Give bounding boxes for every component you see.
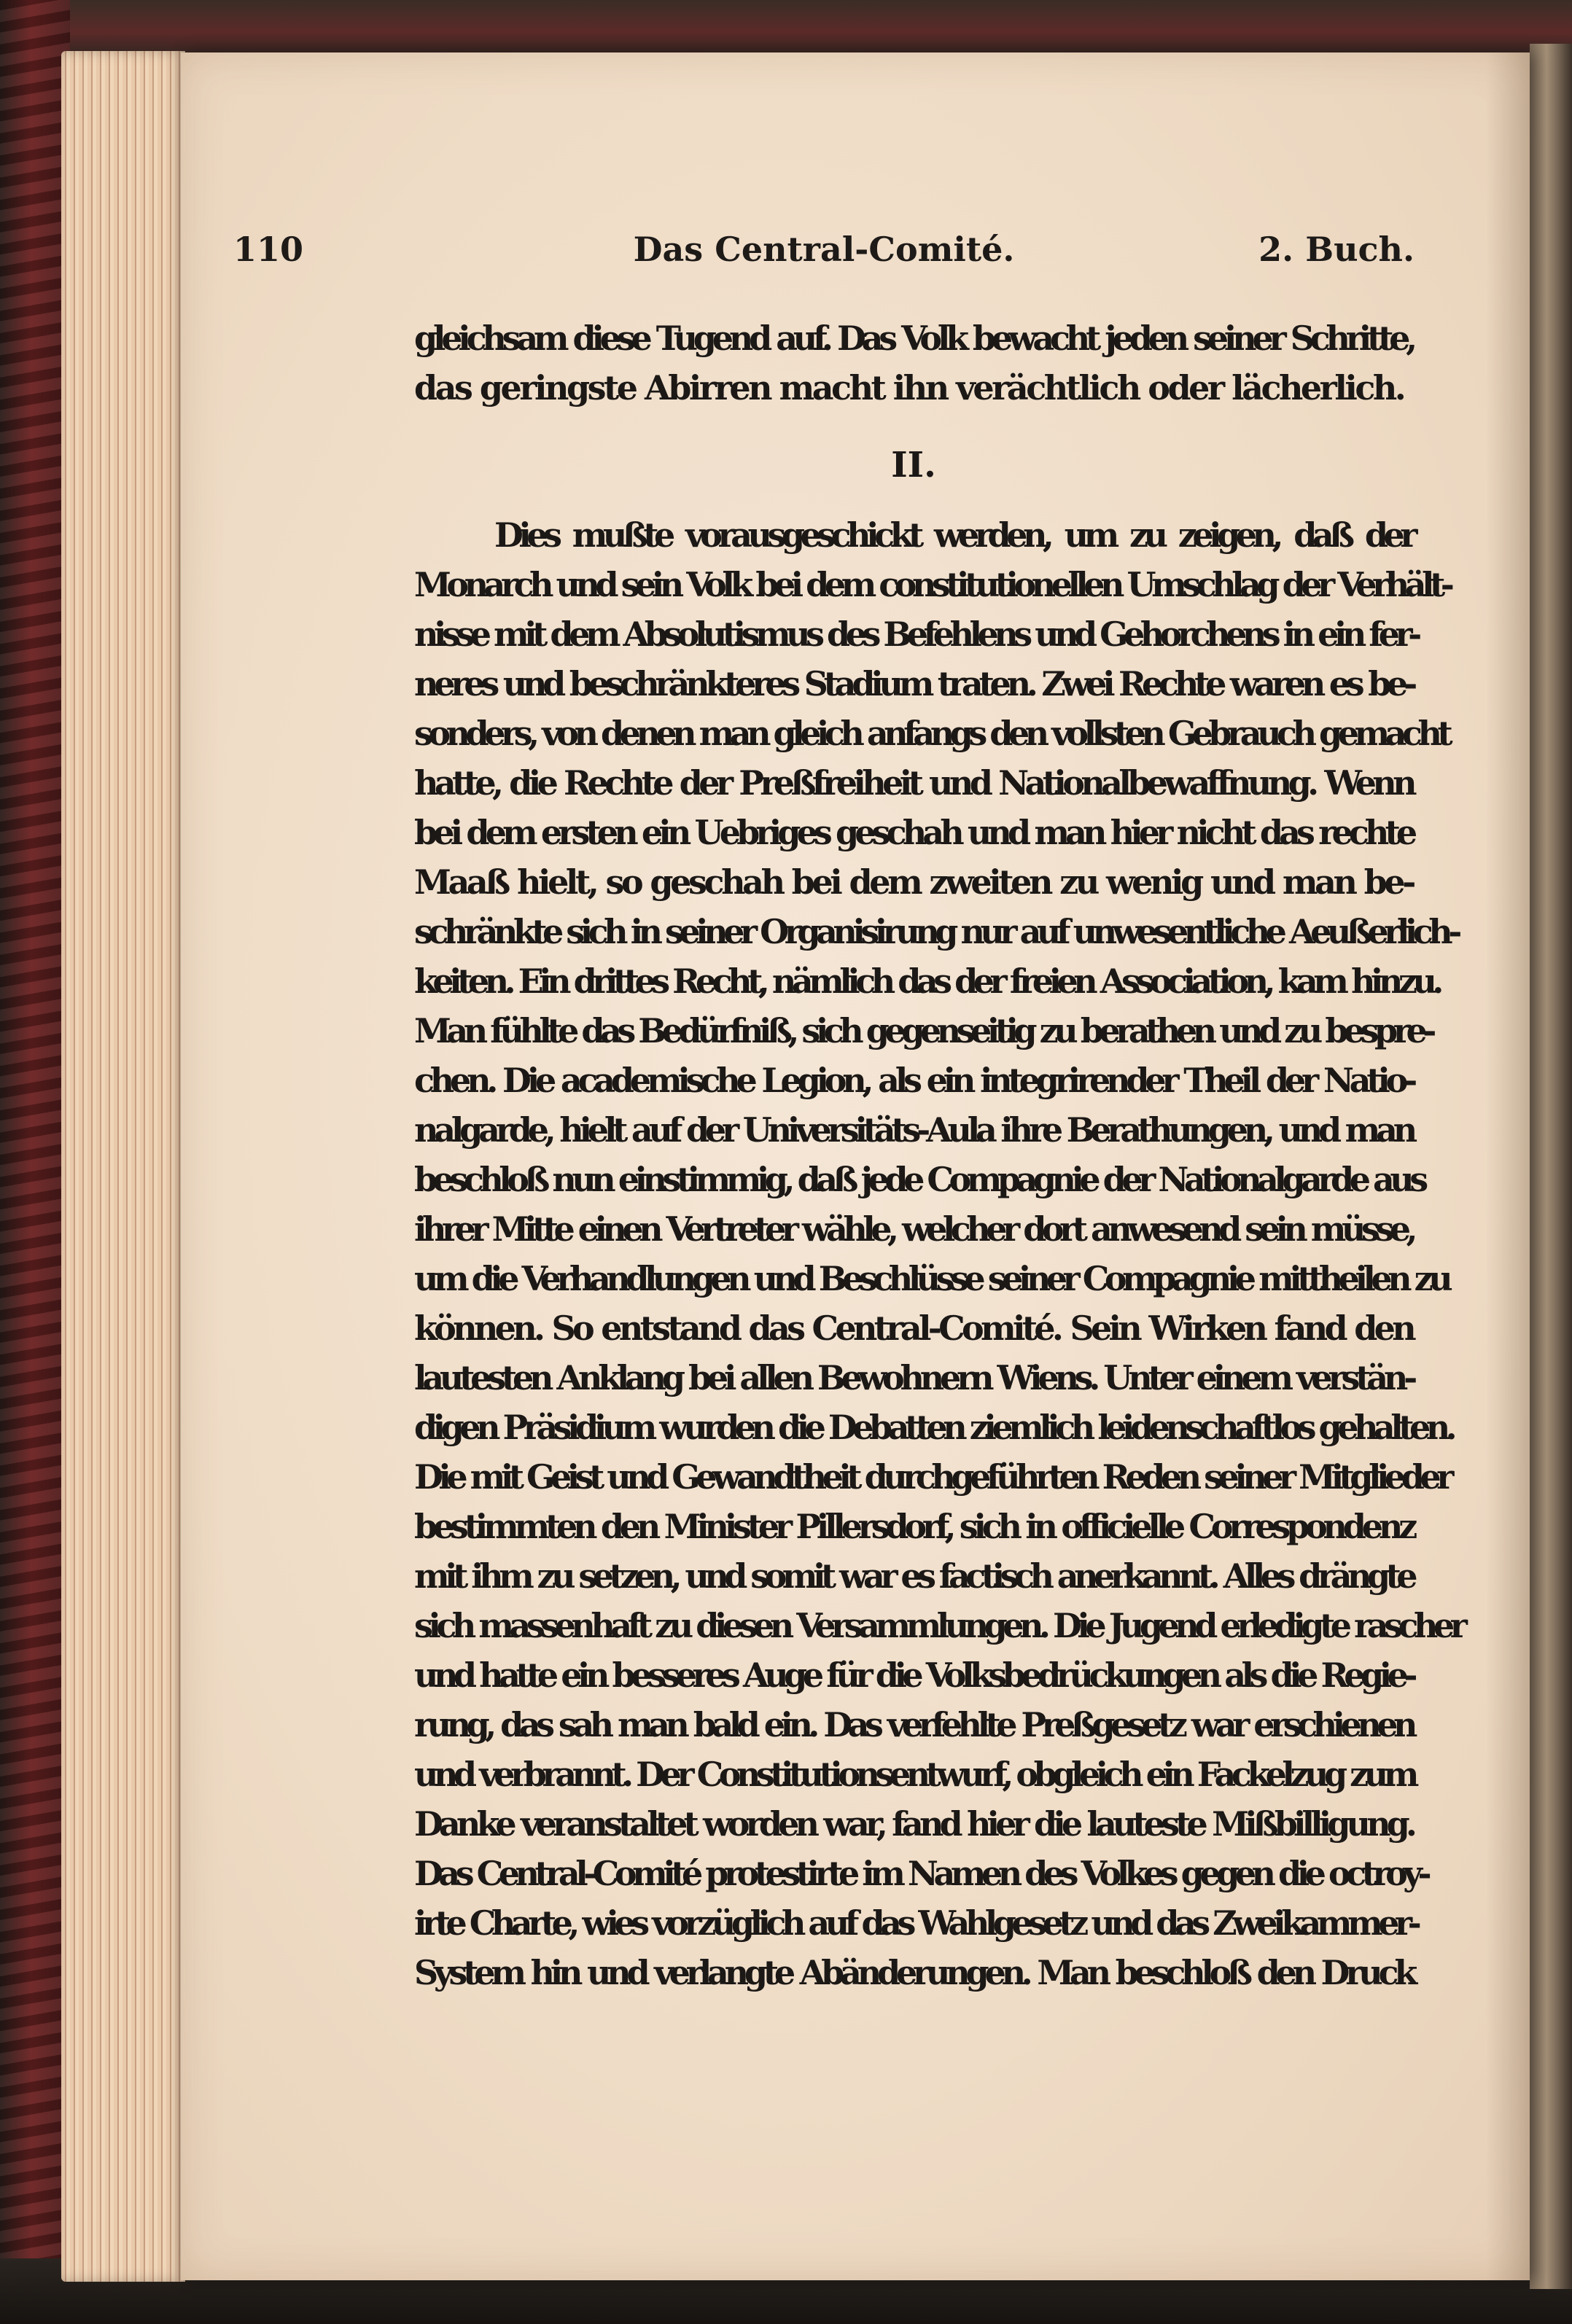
text-line: hatte, die Rechte der Preßfreiheit und Nationalbewaffnung. Wenn (414, 763, 1413, 803)
text-line: Man fühlte das Bedürfniß, sich gegenseitig zu berathen und zu bespre- (414, 1011, 1432, 1050)
text-line: Dies mußte vorausgeschickt werden, um zu zeigen, daß der (494, 515, 1413, 555)
section-heading: II. (891, 445, 936, 486)
text-line: um die Verhandlungen und Beschlüsse seiner Compagnie mittheilen zu (414, 1259, 1449, 1298)
text-line: rung, das sah man bald ein. Das verfehlte Preßgesetz war erschienen (414, 1705, 1413, 1744)
text-line: können. So entstand das Central-Comité. Sein Wirken fand den (414, 1309, 1413, 1348)
text-line: ihrer Mitte einen Vertreter wähle, welcher dort anwesend sein müsse, (414, 1209, 1413, 1249)
page-edges (61, 51, 185, 2282)
text-line: keiten. Ein drittes Recht, nämlich das der freien Association, kam hinzu. (414, 962, 1439, 1001)
text-line: und hatte ein besseres Auge für die Volksbedrückungen als die Regie- (414, 1656, 1413, 1695)
book-reference: 2. Buch. (1258, 230, 1415, 269)
top-paragraph (414, 313, 1413, 413)
text-line: und verbrannt. Der Constitutionsentwurf, obgleich ein Fackelzug zum (414, 1755, 1415, 1794)
running-title: Das Central-Comité. (633, 230, 1015, 269)
text-line: Die mit Geist und Gewandtheit durchgeführten Reden seiner Mitglieder (414, 1457, 1450, 1497)
text-line: irte Charte, wies vorzüglich auf das Wahlgesetz und das Zweikammer- (414, 1903, 1417, 1943)
text-line: sich massenhaft zu diesen Versammlungen. Die Jugend erledigte rascher (414, 1606, 1463, 1645)
gutter-shadow (1486, 52, 1530, 2280)
text-line: bestimmten den Minister Pillersdorf, sich in officielle Correspondenz (414, 1507, 1413, 1546)
facing-page-edge (1530, 44, 1572, 2289)
book-cover-top (0, 0, 1572, 58)
text-line: nalgarde, hielt auf der Universitäts-Aula ihre Berathungen, und man (414, 1110, 1413, 1150)
page-number: 110 (233, 230, 304, 269)
text-line: nisse mit dem Absolutismus des Befehlens und Gehorchens in ein fer- (414, 615, 1417, 654)
text-line: beschloß nun einstimmig, daß jede Compagnie der Nationalgarde aus (414, 1160, 1424, 1199)
text-line: lautesten Anklang bei allen Bewohnern Wiens. Unter einem verstän- (414, 1358, 1413, 1397)
text-line: das geringste Abirren macht ihn verächtlich oder lächerlich. (414, 368, 1404, 408)
text-line: System hin und verlangte Abänderungen. Man beschloß den Druck (414, 1953, 1413, 1992)
text-line: gleichsam diese Tugend auf. Das Volk bewacht jeden seiner Schritte, (414, 319, 1413, 358)
text-line: sonders, von denen man gleich anfangs den vollsten Gebrauch gemacht (414, 714, 1449, 753)
text-line: digen Präsidium wurden die Debatten ziemlich leidenschaftlos gehalten. (414, 1408, 1453, 1447)
page-header (233, 230, 1415, 273)
text-line: bei dem ersten ein Uebriges geschah und man hier nicht das rechte (414, 813, 1414, 852)
text-line: schränkte sich in seiner Organisirung nur auf unwesentliche Aeußerlich- (414, 912, 1458, 951)
main-paragraph (414, 510, 1463, 1997)
text-line: Das Central-Comité protestirte im Namen des Volkes gegen die octroy- (414, 1854, 1428, 1893)
text-line: Monarch und sein Volk bei dem constitutionellen Umschlag der Verhält- (414, 565, 1450, 604)
text-line: mit ihm zu setzen, und somit war es factisch anerkannt. Alles drängte (414, 1556, 1413, 1596)
text-line: Danke veranstaltet worden war, fand hier die lauteste Mißbilligung. (414, 1804, 1413, 1844)
text-line: neres und beschränkteres Stadium traten. Zwei Rechte waren es be- (414, 664, 1413, 703)
book-cover-spine (0, 0, 70, 2324)
text-line: Maaß hielt, so geschah bei dem zweiten zu wenig und man be- (414, 862, 1413, 902)
text-line: chen. Die academische Legion, als ein integrirender Theil der Natio- (414, 1061, 1413, 1100)
